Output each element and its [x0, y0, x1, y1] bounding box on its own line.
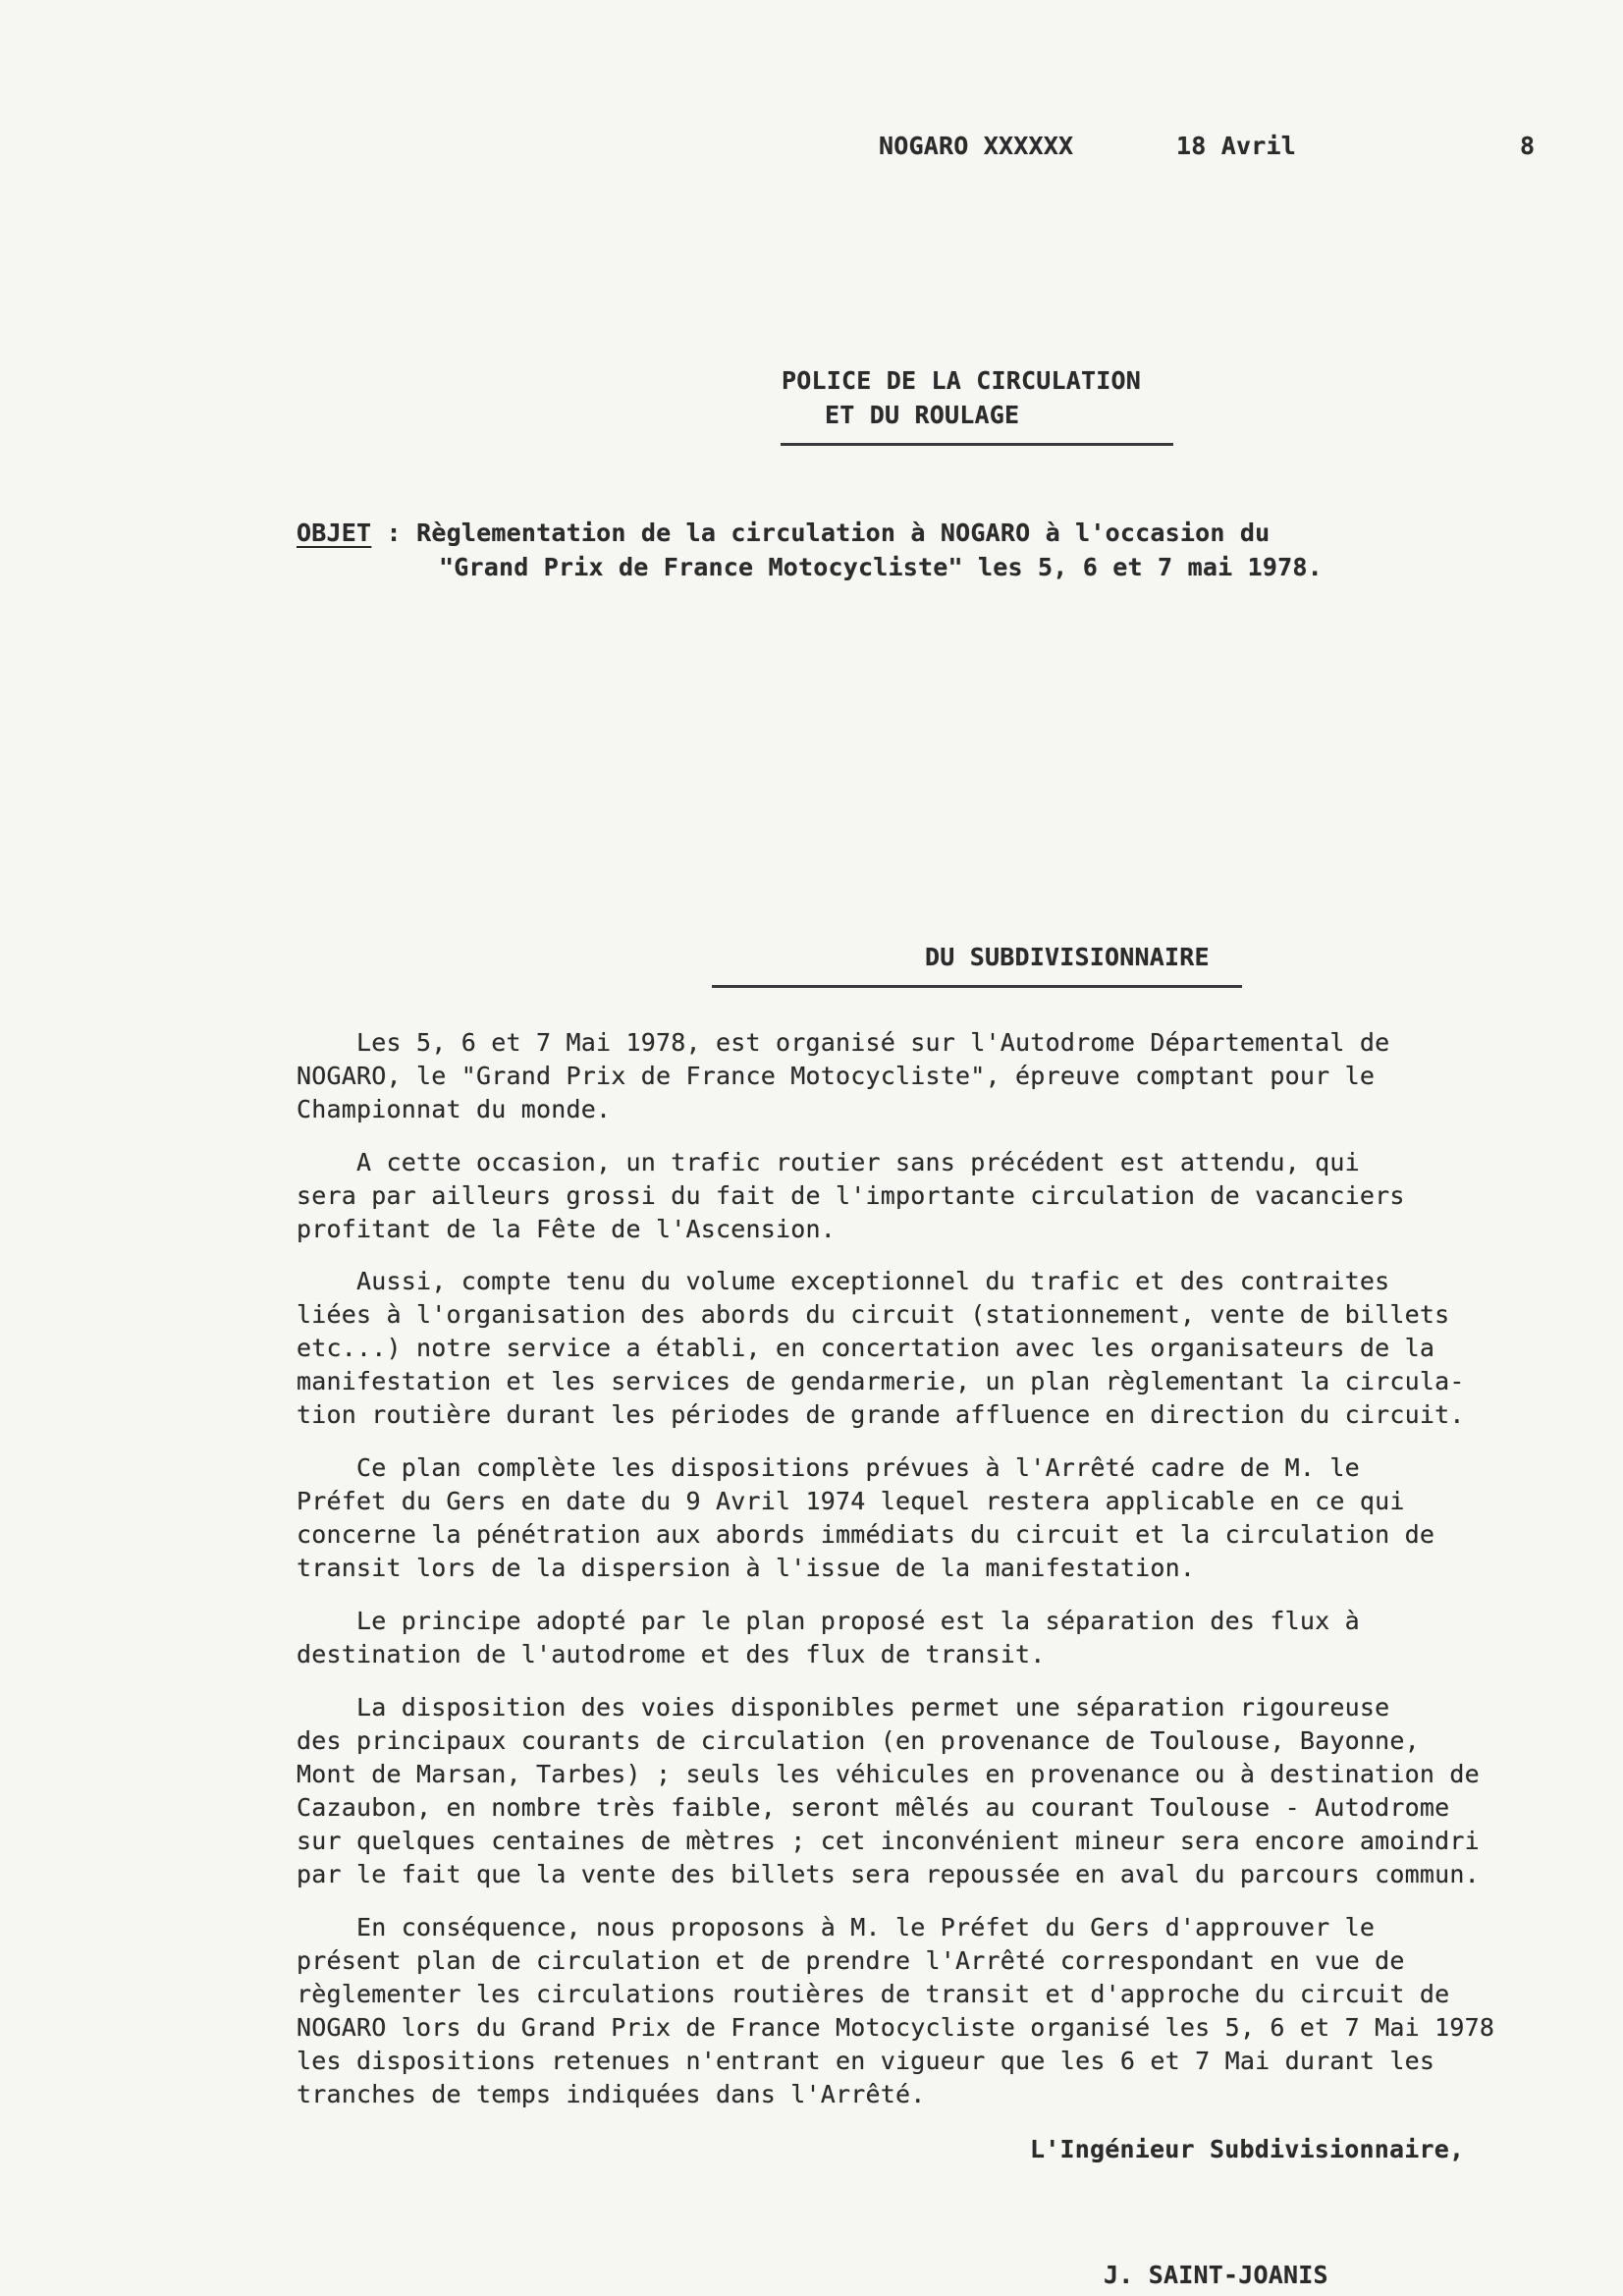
body-line: Le principe adopté par le plan proposé est la séparation des flux à	[297, 1607, 1360, 1635]
objet-line-1	[297, 519, 1270, 547]
body-line: En conséquence, nous proposons à M. le Préfet du Gers d'approuver le	[297, 1913, 1376, 1941]
body-line: des principaux courants de circulation (en provenance de Toulouse, Bayonne,	[297, 1726, 1420, 1755]
body-line: Championnat du monde.	[297, 1095, 612, 1123]
service-line-2: ET DU ROULAGE	[825, 401, 1020, 429]
body-line: Cazaubon, en nombre très faible, seront mêlés au courant Toulouse - Autodrome	[297, 1793, 1450, 1822]
body-line: présent plan de circulation et de prendre l'Arrêté correspondant en vue de	[297, 1946, 1405, 1975]
body-line: tion routière durant les périodes de grande affluence en direction du circuit.	[297, 1400, 1465, 1429]
header-place: NOGARO XXXXXX	[879, 132, 1074, 160]
body-line: par le fait que la vente des billets sera repoussée en aval du parcours commun.	[297, 1860, 1480, 1888]
section-title-underline	[712, 985, 1242, 988]
body-line: NOGARO lors du Grand Prix de France Motocycliste organisé les 5, 6 et 7 Mai 1978	[297, 2013, 1495, 2042]
body-line: transit lors de la dispersion à l'issue de la manifestation.	[297, 1554, 1196, 1582]
signature-name: J. SAINT-JOANIS	[1104, 2261, 1328, 2289]
body-line: tranches de temps indiquées dans l'Arrêté.	[297, 2080, 926, 2108]
body-line: manifestation et les services de gendarmerie, un plan règlementant la circula-	[297, 1367, 1465, 1395]
body-line: La disposition des voies disponibles permet une séparation rigoureuse	[297, 1693, 1390, 1722]
body-line: A cette occasion, un trafic routier sans précédent est attendu, qui	[297, 1148, 1360, 1176]
objet-separator: :	[386, 519, 402, 547]
service-line-1: POLICE DE LA CIRCULATION	[782, 366, 1142, 395]
body-line: destination de l'autodrome et des flux de transit.	[297, 1640, 1046, 1668]
service-underline	[781, 443, 1173, 446]
body-line: Les 5, 6 et 7 Mai 1978, est organisé sur l'Autodrome Départemental de	[297, 1028, 1390, 1057]
objet-text-1: Règlementation de la circulation à NOGARO à l'occasion du	[416, 519, 1271, 547]
body-line: sera par ailleurs grossi du fait de l'importante circulation de vacanciers	[297, 1181, 1405, 1210]
body-line: règlementer les circulations routières de transit et d'approche du circuit de	[297, 1980, 1450, 2008]
section-title: DU SUBDIVISIONNAIRE	[925, 943, 1210, 971]
body-line: Préfet du Gers en date du 9 Avril 1974 lequel restera applicable en ce qui	[297, 1487, 1405, 1515]
body-line: Ce plan complète les dispositions prévues à l'Arrêté cadre de M. le	[297, 1453, 1360, 1482]
body-line: les dispositions retenues n'entrant en vigueur que les 6 et 7 Mai durant les	[297, 2047, 1435, 2075]
body-line: Aussi, compte tenu du volume exceptionnel du trafic et des contraites	[297, 1267, 1390, 1295]
body-line: etc...) notre service a établi, en concertation avec les organisateurs de la	[297, 1334, 1435, 1362]
body-line: sur quelques centaines de mètres ; cet inconvénient mineur sera encore amoindri	[297, 1827, 1480, 1855]
body-line: NOGARO, le "Grand Prix de France Motocycliste", épreuve comptant pour le	[297, 1062, 1376, 1090]
objet-text-2: "Grand Prix de France Motocycliste" les 5, 6 et 7 mai 1978.	[439, 553, 1323, 581]
body-line: Mont de Marsan, Tarbes) ; seuls les véhicules en provenance ou à destination de	[297, 1760, 1480, 1788]
signature-title: L'Ingénieur Subdivisionnaire,	[1030, 2135, 1465, 2163]
body-line: liées à l'organisation des abords du circuit (stationnement, vente de billets	[297, 1300, 1450, 1329]
objet-label: OBJET	[297, 519, 372, 547]
body-line: concerne la pénétration aux abords immédiats du circuit et la circulation de	[297, 1520, 1435, 1549]
header-date: 18 Avril	[1176, 132, 1297, 160]
body-line: profitant de la Fête de l'Ascension.	[297, 1215, 837, 1243]
page-number: 8	[1520, 132, 1536, 160]
